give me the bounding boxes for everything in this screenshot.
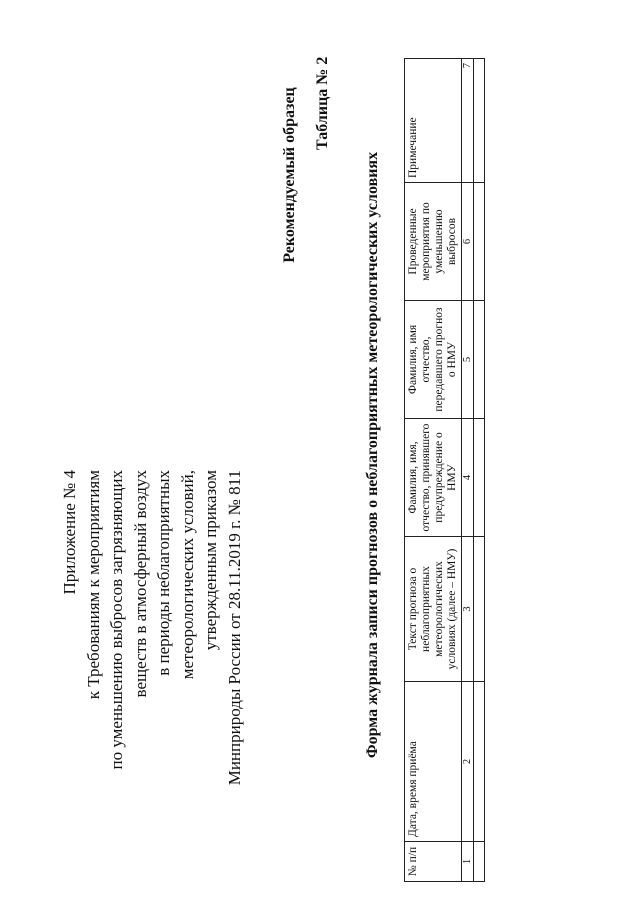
empty-cell [474, 537, 485, 682]
appendix-line: Минприроды России от 28.11.2019 г. № 811 [224, 470, 244, 786]
empty-cell [474, 682, 485, 842]
table-header-row [405, 59, 462, 882]
appendix-line: к Требованиям к мероприятиям [83, 470, 103, 700]
header-cell-datetime: Дата, время приёма [405, 682, 462, 842]
column-number-cell: 3 [462, 537, 474, 682]
empty-cell [474, 419, 485, 537]
appendix-block [58, 470, 246, 800]
empty-table-row [474, 59, 485, 882]
header-cell-notes: Примечание [405, 59, 462, 183]
empty-cell [474, 59, 485, 183]
column-number-cell: 6 [462, 183, 474, 301]
header-cell-number: № п/п [405, 842, 462, 882]
table-number-label: Таблица № 2 [314, 56, 331, 150]
recommended-sample-label: Рекомендуемый образец [281, 87, 298, 263]
appendix-line: утвержденным приказом [201, 470, 220, 651]
header-cell-measures: Проведенные мероприятия по уменьшению выбросов [405, 183, 462, 301]
column-number-cell: 5 [462, 301, 474, 419]
form-title: Форма журнала записи прогнозов о неблагоприятных метеорологических условиях [364, 151, 381, 759]
empty-cell [474, 183, 485, 301]
appendix-line: по уменьшению выбросов загрязняющих [107, 470, 126, 770]
appendix-line: Приложение № 4 [60, 470, 79, 595]
appendix-line: в периоды неблагоприятных [154, 470, 173, 676]
column-number-cell: 1 [462, 842, 474, 882]
empty-cell [474, 301, 485, 419]
column-number-cell: 7 [462, 59, 474, 183]
column-number-row [462, 59, 474, 882]
empty-cell [474, 842, 485, 882]
header-cell-forecast-text: Текст прогноза о неблагоприятных метеорологических условиях (далее – НМУ) [405, 537, 462, 682]
header-cell-receiver: Фамилия, имя, отчество, принявшего предупреждение о НМУ [405, 419, 462, 537]
forecast-journal-table [404, 58, 485, 882]
header-cell-sender: Фамилия, имя отчество, передавшего прогноз о НМУ [405, 301, 462, 419]
column-number-cell: 2 [462, 682, 474, 842]
appendix-line: метеорологических условий, [177, 470, 197, 680]
appendix-line: веществ в атмосферный воздух [130, 470, 150, 698]
column-number-cell: 4 [462, 419, 474, 537]
